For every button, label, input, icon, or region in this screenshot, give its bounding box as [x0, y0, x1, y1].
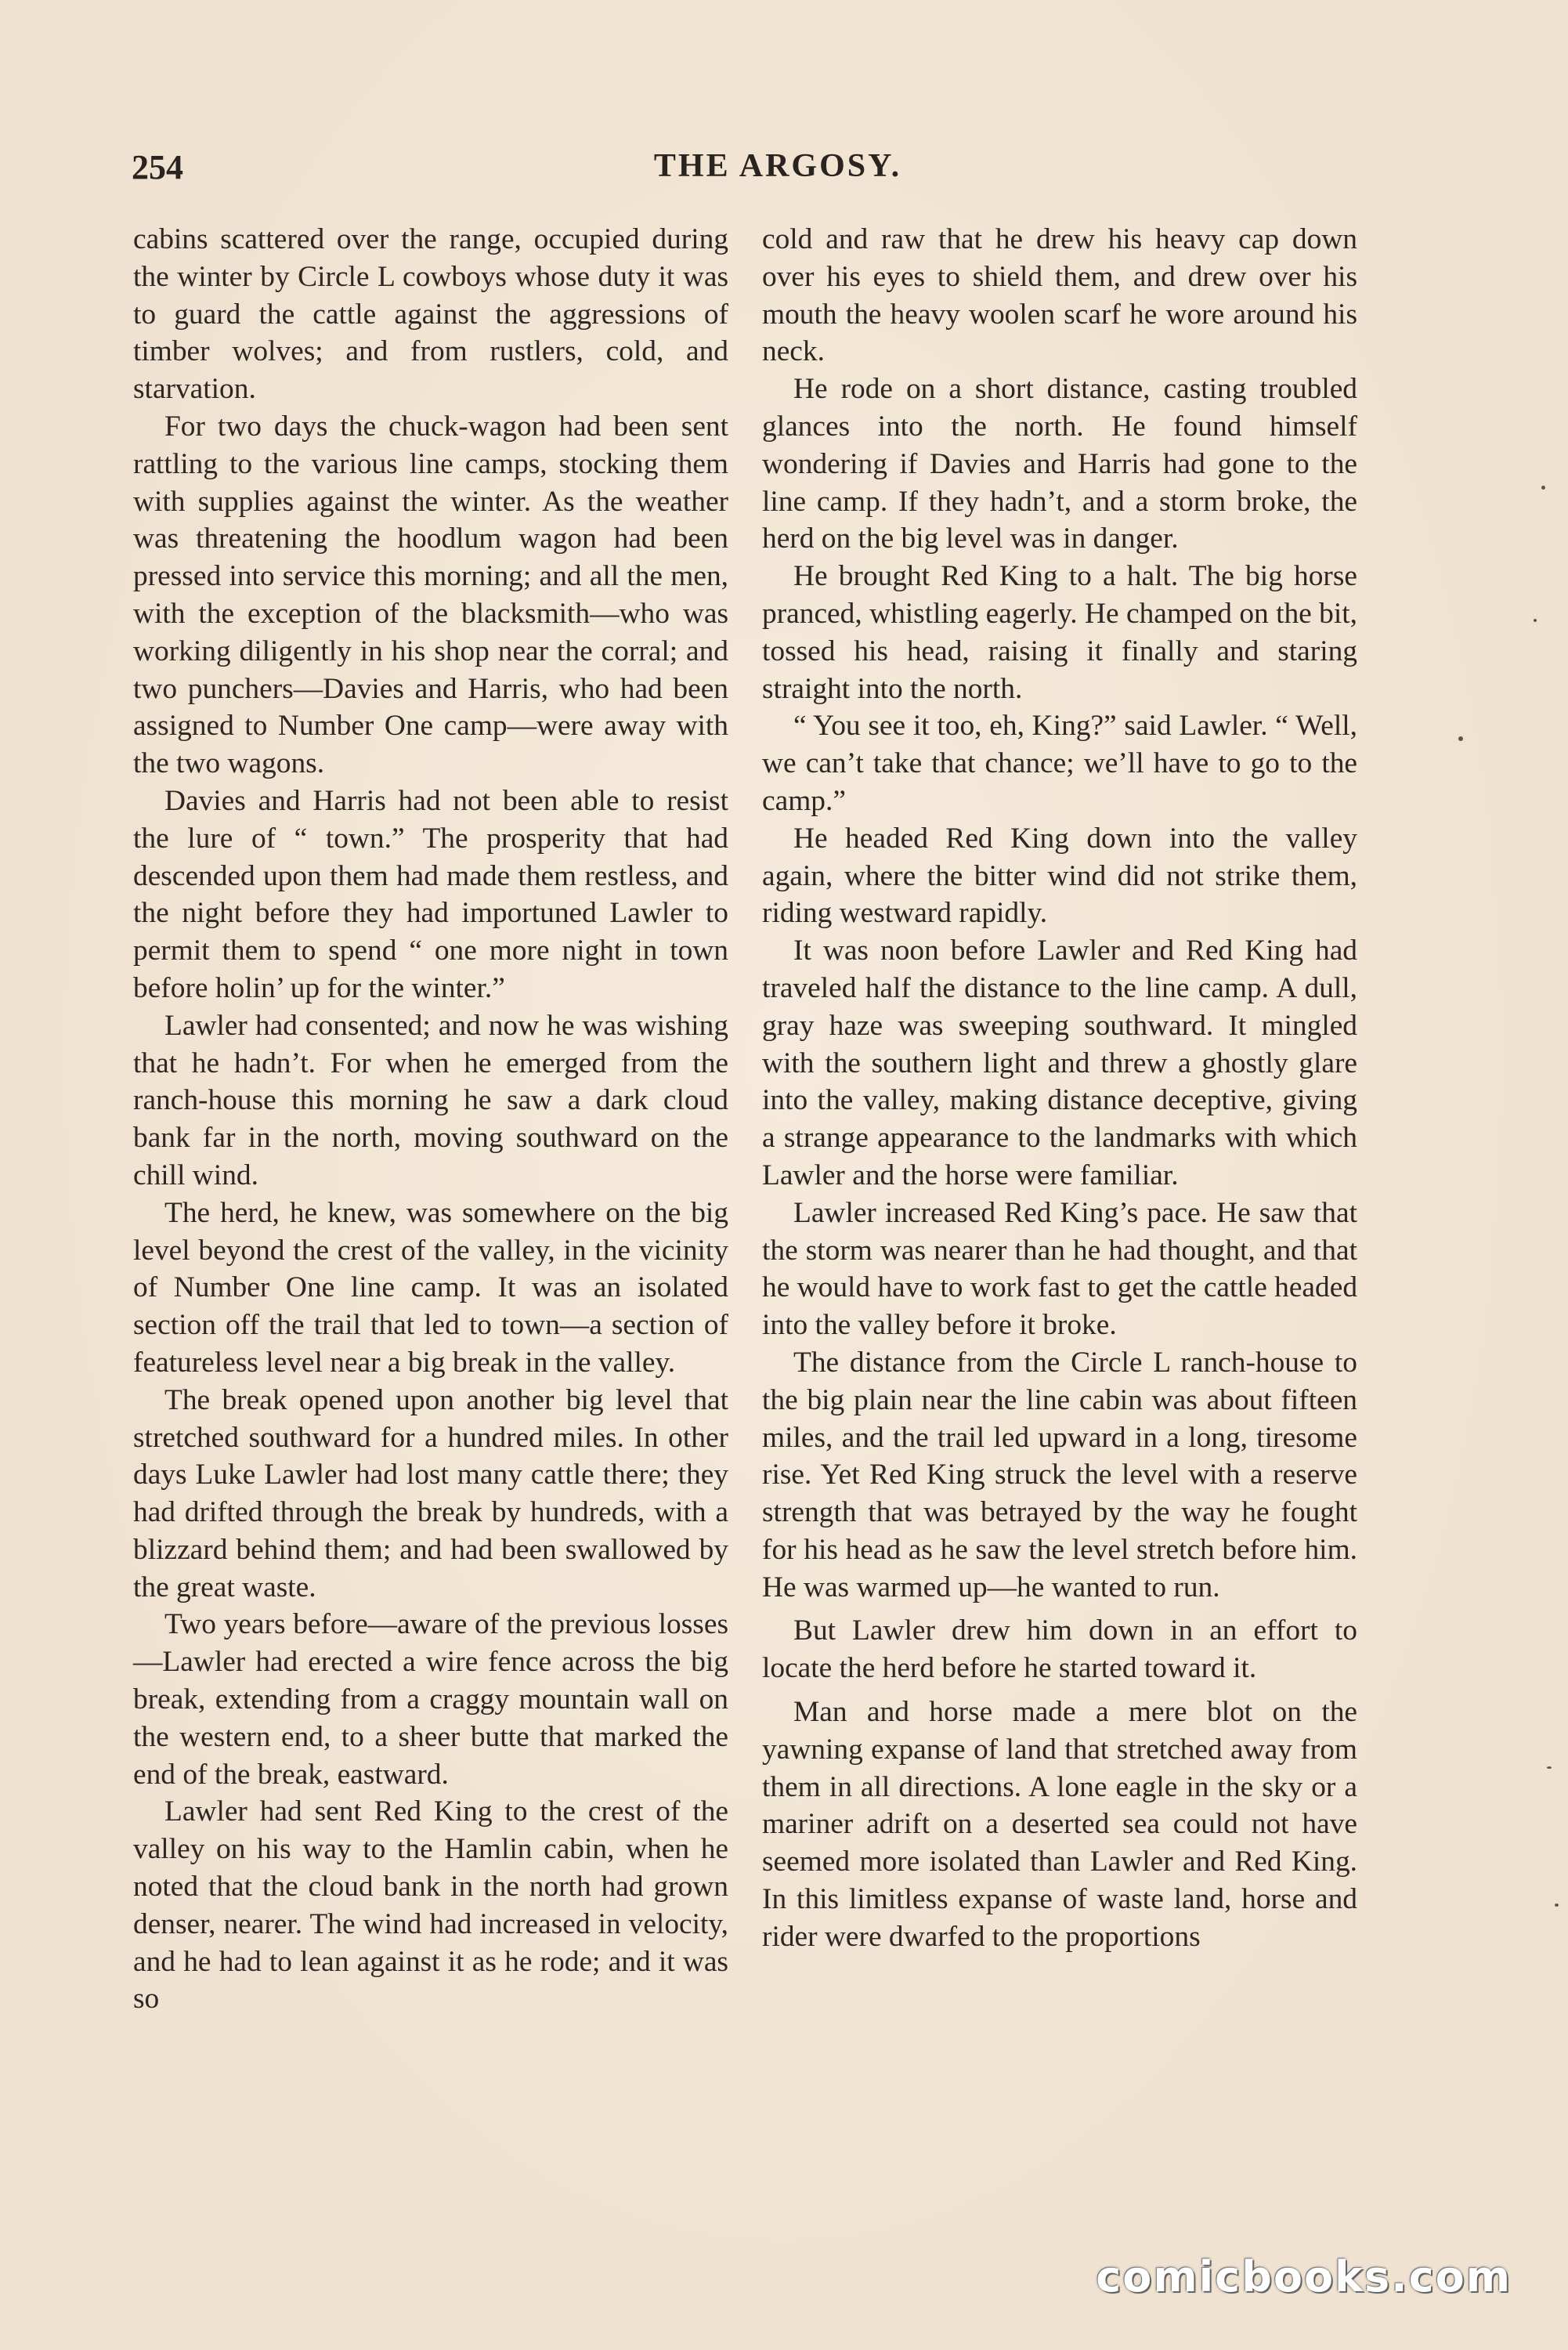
- paragraph: He headed Red King down into the valley again, where the bitter wind did not strike them, riding westward rapidly.: [762, 822, 1357, 930]
- paragraph: Davies and Harris had not been able to resist the lure of “ town.” The prosperity that had descended upon them had made them restless, and the night before they had importuned Lawler to permit them to spend “ one more night in town before holin’ up for the winter.”: [133, 784, 728, 1004]
- left-column: [133, 221, 728, 2018]
- watermark-logo: comicbooks.com: [1096, 2252, 1512, 2301]
- paragraph: cold and raw that he drew his heavy cap down over his eyes to shield them, and drew over his mouth the heavy woolen scarf he wore around his neck.: [762, 223, 1357, 368]
- paragraph: The break opened upon another big level that stretched southward for a hundred miles. In other days Luke Lawler had lost many cattle there; they had drifted through the break by hundreds, with a blizzard behind them; and had been swallowed by the great waste.: [133, 1383, 728, 1603]
- paper-speck: [1458, 736, 1463, 741]
- paragraph: “ You see it too, eh, King?” said Lawler. “ Well, we can’t take that chance; we’ll have to go to the camp.”: [762, 710, 1357, 817]
- paragraph: Lawler had sent Red King to the crest of the valley on his way to the Hamlin cabin, when he noted that the cloud bank in the north had grown denser, nearer. The wind had increased in velocity, and he had to lean against it as he rode; and it was so: [133, 1795, 728, 2016]
- paragraph: But Lawler drew him down in an effort to locate the herd before he started toward it.: [762, 1614, 1357, 1685]
- paragraph: Lawler had consented; and now he was wishing that he hadn’t. For when he emerged from the ranch-house this morning he saw a dark cloud bank far in the north, moving southward on the chill wind.: [133, 1009, 728, 1191]
- paper-speck: [1547, 1766, 1552, 1769]
- paragraph: Two years before—aware of the previous losses—Lawler had erected a wire fence across the big break, extending from a craggy mountain wall on the western end, to a sheer butte that marked the end of the break, eastward.: [133, 1608, 728, 1791]
- paper-speck: [1541, 486, 1545, 490]
- paragraph: It was noon before Lawler and Red King had traveled half the distance to the line camp. A dull, gray haze was sweeping southward. It mingled with the southern light and threw a ghostly glare into the valley, making distance deceptive, giving a strange appearance to the landmarks with which Lawler and the horse were familiar.: [762, 935, 1357, 1191]
- paragraph: He brought Red King to a halt. The big horse pranced, whistling eagerly. He champed on the bit, tossed his head, raising it finally and staring straight into the north.: [762, 560, 1357, 705]
- paragraph: Lawler increased Red King’s pace. He saw that the storm was nearer than he had thought, and that he would have to work fast to get the cattle headed into the valley before it broke.: [762, 1196, 1358, 1342]
- paragraph: cabins scattered over the range, occupied during the winter by Circle L cowboys whose duty it was to guard the cattle against the aggressions of timber wolves; and from rustlers, cold, and starvation.: [133, 223, 728, 406]
- page-number: 254: [132, 148, 183, 186]
- right-column: [762, 221, 1357, 1956]
- paper-speck: [1555, 1904, 1559, 1907]
- paragraph: For two days the chuck-wagon had been sent rattling to the various line camps, stocking them with supplies against the winter. As the weather was threatening the hoodlum wagon had been pressed into service this morning; and all the men, with the exception of the blacksmith—who was working diligently in his shop near the corral; and two punchers—Davies and Harris, who had been assigned to Number One camp—were away with the two wagons.: [133, 410, 728, 780]
- paper-speck: [1534, 619, 1537, 622]
- page-header: [132, 147, 1424, 194]
- paragraph: The distance from the Circle L ranch-house to the big plain near the line cabin was about fifteen miles, and the trail led upward in a long, tiresome rise. Yet Red King struck the level with a reserve strength that was betrayed by the way he fought for his head as he saw the level stretch before him. He was warmed up—he wanted to run.: [762, 1346, 1357, 1603]
- paragraph: The herd, he knew, was somewhere on the big level beyond the crest of the valley, in the vicinity of Number One line camp. It was an isolated section off the trail that led to town—a section of featureless level near a big break in the valley.: [133, 1196, 728, 1379]
- running-head: THE ARGOSY.: [653, 148, 902, 184]
- paragraph: Man and horse made a mere blot on the yawning expanse of land that stretched away from them in all directions. A lone eagle in the sky or a mariner adrift on a deserted sea could not have seemed more isolated than Lawler and Red King. In this limitless expanse of waste land, horse and rider were dwarfed to the proportions: [762, 1696, 1357, 1953]
- paragraph: He rode on a short distance, casting troubled glances into the north. He found himself wondering if Davies and Harris had gone to the line camp. If they hadn’t, and a storm broke, the herd on the big level was in danger.: [762, 373, 1357, 555]
